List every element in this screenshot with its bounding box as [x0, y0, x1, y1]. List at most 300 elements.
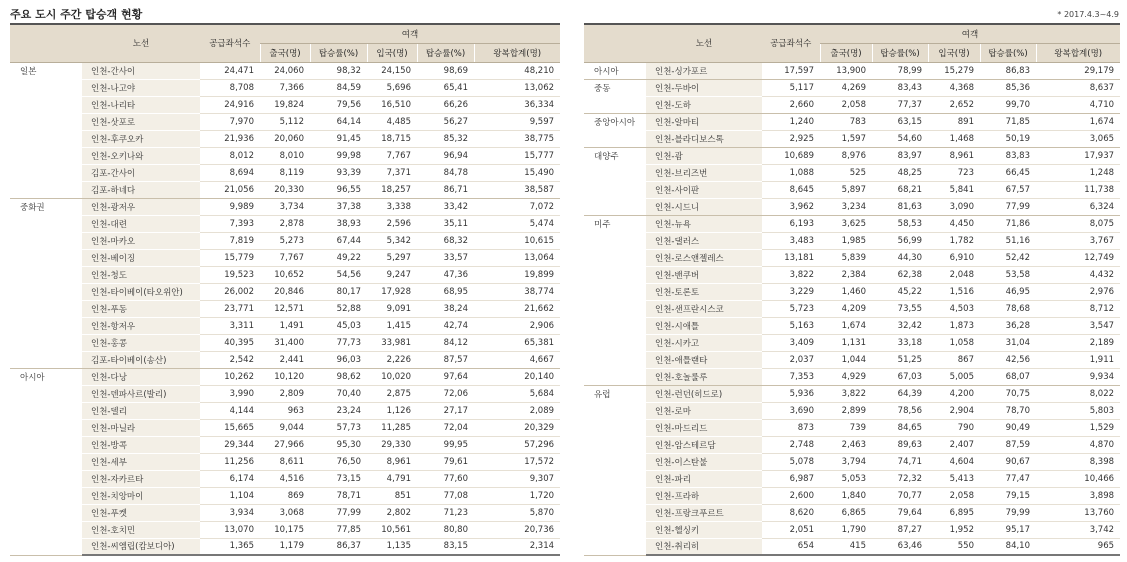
arrival-cell: 9,091: [367, 300, 417, 317]
round-trip-total-cell: 38,775: [474, 130, 560, 147]
round-trip-total-cell: 29,179: [1036, 62, 1120, 79]
route-cell: 인천-자카르타: [82, 470, 200, 487]
round-trip-total-cell: 20,140: [474, 368, 560, 385]
departure-rate-cell: 77,85: [310, 521, 367, 538]
arrival-rate-cell: 84,78: [417, 164, 474, 181]
round-trip-total-cell: 10,615: [474, 232, 560, 249]
round-trip-total-cell: 10,466: [1036, 470, 1120, 487]
seats-cell: 15,779: [200, 249, 260, 266]
arrival-cell: 8,961: [367, 453, 417, 470]
arrival-rate-cell: 87,59: [980, 436, 1036, 453]
table-row: [10, 317, 560, 334]
arrival-cell: 2,802: [367, 504, 417, 521]
round-trip-total-cell: 8,637: [1036, 79, 1120, 96]
table-row: [584, 436, 1120, 453]
route-cell: 인천-삿포로: [82, 113, 200, 130]
left-stats-table: [10, 23, 560, 556]
departure-rate-cell: 76,50: [310, 453, 367, 470]
seats-cell: 2,037: [762, 351, 820, 368]
round-trip-total-cell: 20,329: [474, 419, 560, 436]
route-cell: 인천-애틀랜타: [646, 351, 762, 368]
departure-cell: 2,441: [260, 351, 310, 368]
departure-rate-cell: 32,42: [872, 317, 928, 334]
seats-cell: 2,600: [762, 487, 820, 504]
table-row: [10, 538, 560, 555]
route-cell: 인천-대련: [82, 215, 200, 232]
arrival-rate-cell: 77,08: [417, 487, 474, 504]
departure-cell: 31,400: [260, 334, 310, 351]
region-header: [584, 24, 646, 62]
seats-cell: 6,987: [762, 470, 820, 487]
departure-rate-cell: 79,64: [872, 504, 928, 521]
table-row: [10, 79, 560, 96]
arrival-rate-cell: 46,95: [980, 283, 1036, 300]
arrival-cell: 10,561: [367, 521, 417, 538]
departure-cell: 1,044: [820, 351, 872, 368]
round-trip-total-cell: 13,064: [474, 249, 560, 266]
departure-cell: 783: [820, 113, 872, 130]
arrival-cell: 6,910: [928, 249, 980, 266]
arrival-rate-cell: 52,42: [980, 249, 1036, 266]
seats-cell: 3,409: [762, 334, 820, 351]
table-row: [10, 419, 560, 436]
seats-cell: 21,056: [200, 181, 260, 198]
table-row: [10, 504, 560, 521]
departure-rate-cell: 79,56: [310, 96, 367, 113]
arrival-cell: 11,285: [367, 419, 417, 436]
departure-cell: 1,985: [820, 232, 872, 249]
departure-rate-cell: 83,43: [872, 79, 928, 96]
table-row: [584, 215, 1120, 232]
table-row: [10, 232, 560, 249]
departure-cell: 6,865: [820, 504, 872, 521]
arrival-rate-cell: 79,99: [980, 504, 1036, 521]
route-header: 노선: [82, 24, 200, 62]
route-cell: 인천-후쿠오카: [82, 130, 200, 147]
seats-cell: 24,916: [200, 96, 260, 113]
seats-cell: 1,365: [200, 538, 260, 555]
departure-cell: 1,460: [820, 283, 872, 300]
table-row: [584, 147, 1120, 164]
departure-rate-cell: 96,55: [310, 181, 367, 198]
route-cell: 인천-광저우: [82, 198, 200, 215]
table-row: [584, 198, 1120, 215]
table-row: [10, 283, 560, 300]
arrival-cell: 24,150: [367, 62, 417, 79]
route-cell: 인천-토론토: [646, 283, 762, 300]
round-trip-total-cell: 1,911: [1036, 351, 1120, 368]
arrival-cell: 1,058: [928, 334, 980, 351]
round-trip-total-cell: 13,760: [1036, 504, 1120, 521]
table-row: [584, 368, 1120, 385]
departure-rate-cell: 77,73: [310, 334, 367, 351]
arrival-rate-cell: 87,57: [417, 351, 474, 368]
table-row: [10, 351, 560, 368]
arrival-cell: 4,503: [928, 300, 980, 317]
departure-cell: 5,839: [820, 249, 872, 266]
departure-cell: 20,330: [260, 181, 310, 198]
seats-cell: 7,393: [200, 215, 260, 232]
table-row: [584, 521, 1120, 538]
arrival-rate-cell: 65,41: [417, 79, 474, 96]
departure-rate-cell: 86,37: [310, 538, 367, 555]
seats-cell: 23,771: [200, 300, 260, 317]
departure-rate-cell: 45,22: [872, 283, 928, 300]
route-cell: 인천-밴쿠버: [646, 266, 762, 283]
seats-cell: 3,962: [762, 198, 820, 215]
table-row: [584, 113, 1120, 130]
route-cell: 인천-헬싱키: [646, 521, 762, 538]
round-trip-total-cell: 9,307: [474, 470, 560, 487]
arrival-rate-cell: 47,36: [417, 266, 474, 283]
round-trip-total-cell: 1,529: [1036, 419, 1120, 436]
table-row: [584, 232, 1120, 249]
departure-cell: 12,571: [260, 300, 310, 317]
seats-cell: 13,181: [762, 249, 820, 266]
route-cell: 인천-세부: [82, 453, 200, 470]
round-trip-total-cell: 1,674: [1036, 113, 1120, 130]
arrival-rate-cell: 97,64: [417, 368, 474, 385]
departure-cell: 10,175: [260, 521, 310, 538]
route-cell: 인천-시애틀: [646, 317, 762, 334]
seats-cell: 3,229: [762, 283, 820, 300]
departure-rate-cell: 96,03: [310, 351, 367, 368]
round-trip-total-cell: 12,749: [1036, 249, 1120, 266]
route-cell: 인천-방콕: [82, 436, 200, 453]
departure-rate-cell: 52,88: [310, 300, 367, 317]
arrival-rate-cell: 70,75: [980, 385, 1036, 402]
departure-cell: 20,846: [260, 283, 310, 300]
arrival-cell: 3,090: [928, 198, 980, 215]
table-row: [10, 453, 560, 470]
page-title: 주요 도시 주간 탑승객 현황: [10, 8, 143, 21]
round-trip-total-cell: 4,870: [1036, 436, 1120, 453]
table-row: [584, 96, 1120, 113]
route-cell: 인천-두바이: [646, 79, 762, 96]
table-row: [10, 470, 560, 487]
seats-header: 공급좌석수: [200, 24, 260, 62]
table-row: [10, 62, 560, 79]
table-row: [584, 181, 1120, 198]
seats-cell: 3,483: [762, 232, 820, 249]
route-cell: 인천-도하: [646, 96, 762, 113]
seats-cell: 8,645: [762, 181, 820, 198]
departure-rate-cell: 83,97: [872, 147, 928, 164]
round-trip-total-cell: 17,937: [1036, 147, 1120, 164]
departure-cell: 24,060: [260, 62, 310, 79]
seats-cell: 5,723: [762, 300, 820, 317]
arrival-cell: 2,904: [928, 402, 980, 419]
arrival-header: 입국(명): [367, 43, 417, 62]
arrival-cell: 4,368: [928, 79, 980, 96]
arrival-rate-cell: 68,32: [417, 232, 474, 249]
departure-cell: 20,060: [260, 130, 310, 147]
arrival-cell: 10,020: [367, 368, 417, 385]
table-row: [10, 300, 560, 317]
seats-cell: 26,002: [200, 283, 260, 300]
table-row: [10, 198, 560, 215]
arrival-header: 입국(명): [928, 43, 980, 62]
departure-header: 출국(명): [260, 43, 310, 62]
seats-cell: 2,051: [762, 521, 820, 538]
departure-rate-cell: 56,99: [872, 232, 928, 249]
round-trip-total-cell: 65,381: [474, 334, 560, 351]
seats-cell: 13,070: [200, 521, 260, 538]
seats-cell: 6,174: [200, 470, 260, 487]
region-cell: 일본: [10, 62, 82, 198]
arrival-cell: 7,767: [367, 147, 417, 164]
departure-rate-cell: 74,71: [872, 453, 928, 470]
seats-cell: 9,989: [200, 198, 260, 215]
seats-cell: 5,936: [762, 385, 820, 402]
seats-cell: 10,689: [762, 147, 820, 164]
table-row: [10, 249, 560, 266]
departure-rate-cell: 99,98: [310, 147, 367, 164]
departure-cell: 2,878: [260, 215, 310, 232]
departure-cell: 525: [820, 164, 872, 181]
departure-rate-cell: 78,99: [872, 62, 928, 79]
round-trip-total-cell: 2,976: [1036, 283, 1120, 300]
arrival-cell: 2,058: [928, 487, 980, 504]
departure-cell: 1,840: [820, 487, 872, 504]
arrival-rate-cell: 77,60: [417, 470, 474, 487]
route-cell: 인천-마드리드: [646, 419, 762, 436]
route-cell: 인천-마닐라: [82, 419, 200, 436]
arrival-cell: 4,791: [367, 470, 417, 487]
arrival-cell: 1,135: [367, 538, 417, 555]
arrival-rate-cell: 71,23: [417, 504, 474, 521]
arrival-cell: 29,330: [367, 436, 417, 453]
arrival-rate-cell: 42,56: [980, 351, 1036, 368]
route-cell: 인천-샌프란시스코: [646, 300, 762, 317]
passengers-header: 여객: [260, 24, 560, 43]
departure-cell: 4,209: [820, 300, 872, 317]
table-row: [10, 521, 560, 538]
arrival-cell: 5,696: [367, 79, 417, 96]
round-trip-total-cell: 2,089: [474, 402, 560, 419]
route-cell: 인천-로마: [646, 402, 762, 419]
seats-cell: 7,819: [200, 232, 260, 249]
seats-cell: 654: [762, 538, 820, 555]
seats-cell: 3,311: [200, 317, 260, 334]
seats-cell: 21,936: [200, 130, 260, 147]
round-trip-total-cell: 7,072: [474, 198, 560, 215]
departure-rate-cell: 81,63: [872, 198, 928, 215]
arrival-rate-cell: 83,15: [417, 538, 474, 555]
departure-cell: 27,966: [260, 436, 310, 453]
seats-cell: 11,256: [200, 453, 260, 470]
round-trip-total-cell: 4,710: [1036, 96, 1120, 113]
table-row: [584, 79, 1120, 96]
departure-rate-cell: 91,45: [310, 130, 367, 147]
departure-cell: 3,794: [820, 453, 872, 470]
seats-cell: 10,262: [200, 368, 260, 385]
seats-cell: 1,104: [200, 487, 260, 504]
arrival-cell: 2,875: [367, 385, 417, 402]
seats-cell: 7,970: [200, 113, 260, 130]
round-trip-total-cell: 9,597: [474, 113, 560, 130]
route-cell: 인천-나리타: [82, 96, 200, 113]
arrival-cell: 1,782: [928, 232, 980, 249]
arrival-rate-cell: 77,99: [980, 198, 1036, 215]
arrival-rate-cell: 38,24: [417, 300, 474, 317]
departure-rate-cell: 70,77: [872, 487, 928, 504]
departure-rate-cell: 48,25: [872, 164, 928, 181]
seats-cell: 19,523: [200, 266, 260, 283]
seats-cell: 3,990: [200, 385, 260, 402]
seats-header: 공급좌석수: [762, 24, 820, 62]
departure-rate-header: 탑승률(%): [872, 43, 928, 62]
round-trip-total-header: 왕복합계(명): [1036, 43, 1120, 62]
table-row: [10, 266, 560, 283]
round-trip-total-cell: 21,662: [474, 300, 560, 317]
round-trip-total-cell: 15,777: [474, 147, 560, 164]
seats-cell: 1,240: [762, 113, 820, 130]
departure-rate-cell: 98,32: [310, 62, 367, 79]
departure-cell: 1,179: [260, 538, 310, 555]
arrival-cell: 790: [928, 419, 980, 436]
departure-cell: 415: [820, 538, 872, 555]
route-cell: 인천-블라디보스톡: [646, 130, 762, 147]
arrival-rate-cell: 99,70: [980, 96, 1036, 113]
arrival-rate-cell: 67,57: [980, 181, 1036, 198]
round-trip-total-cell: 20,736: [474, 521, 560, 538]
route-cell: 인천-타이베이(타오위안): [82, 283, 200, 300]
seats-cell: 4,144: [200, 402, 260, 419]
round-trip-total-cell: 4,432: [1036, 266, 1120, 283]
arrival-rate-cell: 68,07: [980, 368, 1036, 385]
departure-cell: 8,119: [260, 164, 310, 181]
arrival-cell: 9,247: [367, 266, 417, 283]
route-cell: 인천-호치민: [82, 521, 200, 538]
arrival-rate-cell: 84,12: [417, 334, 474, 351]
departure-cell: 1,491: [260, 317, 310, 334]
arrival-cell: 2,407: [928, 436, 980, 453]
departure-rate-cell: 54,60: [872, 130, 928, 147]
round-trip-total-cell: 36,334: [474, 96, 560, 113]
table-row: [584, 351, 1120, 368]
route-cell: 인천-다낭: [82, 368, 200, 385]
arrival-cell: 4,450: [928, 215, 980, 232]
route-cell: 인천-마카오: [82, 232, 200, 249]
route-cell: 인천-브리즈번: [646, 164, 762, 181]
round-trip-total-cell: 15,490: [474, 164, 560, 181]
table-row: [584, 419, 1120, 436]
table-row: [584, 538, 1120, 555]
route-cell: 김포-간사이: [82, 164, 200, 181]
arrival-rate-cell: 53,58: [980, 266, 1036, 283]
departure-rate-cell: 93,39: [310, 164, 367, 181]
departure-cell: 9,044: [260, 419, 310, 436]
arrival-rate-cell: 72,04: [417, 419, 474, 436]
departure-rate-cell: 70,40: [310, 385, 367, 402]
route-cell: 인천-로스앤젤레스: [646, 249, 762, 266]
arrival-rate-cell: 78,68: [980, 300, 1036, 317]
departure-cell: 4,929: [820, 368, 872, 385]
round-trip-total-cell: 8,022: [1036, 385, 1120, 402]
arrival-cell: 4,604: [928, 453, 980, 470]
arrival-rate-cell: 98,69: [417, 62, 474, 79]
arrival-rate-cell: 31,04: [980, 334, 1036, 351]
departure-rate-cell: 84,59: [310, 79, 367, 96]
arrival-cell: 1,873: [928, 317, 980, 334]
arrival-cell: 7,371: [367, 164, 417, 181]
arrival-cell: 8,961: [928, 147, 980, 164]
round-trip-total-cell: 19,899: [474, 266, 560, 283]
departure-cell: 3,734: [260, 198, 310, 215]
table-row: [10, 215, 560, 232]
departure-cell: 8,976: [820, 147, 872, 164]
seats-cell: 40,395: [200, 334, 260, 351]
departure-cell: 1,131: [820, 334, 872, 351]
arrival-cell: 2,596: [367, 215, 417, 232]
arrival-cell: 4,200: [928, 385, 980, 402]
round-trip-total-cell: 13,062: [474, 79, 560, 96]
departure-rate-cell: 64,39: [872, 385, 928, 402]
table-row: [10, 436, 560, 453]
departure-rate-cell: 89,63: [872, 436, 928, 453]
arrival-rate-cell: 51,16: [980, 232, 1036, 249]
route-cell: 인천-치앙마이: [82, 487, 200, 504]
departure-rate-cell: 78,56: [872, 402, 928, 419]
departure-cell: 3,234: [820, 198, 872, 215]
arrival-cell: 5,342: [367, 232, 417, 249]
seats-cell: 3,934: [200, 504, 260, 521]
region-cell: 미주: [584, 215, 646, 385]
arrival-rate-cell: 96,94: [417, 147, 474, 164]
table-row: [584, 504, 1120, 521]
round-trip-total-cell: 3,898: [1036, 487, 1120, 504]
departure-rate-cell: 57,73: [310, 419, 367, 436]
departure-cell: 3,822: [820, 385, 872, 402]
arrival-rate-cell: 66,45: [980, 164, 1036, 181]
departure-cell: 4,269: [820, 79, 872, 96]
table-row: [10, 130, 560, 147]
arrival-cell: 5,841: [928, 181, 980, 198]
departure-rate-cell: 58,53: [872, 215, 928, 232]
arrival-rate-cell: 80,80: [417, 521, 474, 538]
arrival-rate-cell: 66,26: [417, 96, 474, 113]
arrival-rate-cell: 77,47: [980, 470, 1036, 487]
departure-rate-cell: 62,38: [872, 266, 928, 283]
arrival-cell: 1,415: [367, 317, 417, 334]
arrival-rate-cell: 33,57: [417, 249, 474, 266]
table-row: [584, 402, 1120, 419]
departure-cell: 5,112: [260, 113, 310, 130]
table-row: [584, 334, 1120, 351]
departure-header: 출국(명): [820, 43, 872, 62]
round-trip-total-cell: 3,742: [1036, 521, 1120, 538]
table-row: [10, 402, 560, 419]
round-trip-total-cell: 8,075: [1036, 215, 1120, 232]
arrival-cell: 2,048: [928, 266, 980, 283]
seats-cell: 24,471: [200, 62, 260, 79]
arrival-rate-cell: 90,67: [980, 453, 1036, 470]
departure-rate-cell: 67,44: [310, 232, 367, 249]
departure-rate-cell: 49,22: [310, 249, 367, 266]
round-trip-total-cell: 965: [1036, 538, 1120, 555]
arrival-cell: 6,895: [928, 504, 980, 521]
region-cell: 대양주: [584, 147, 646, 215]
region-cell: 중화권: [10, 198, 82, 368]
route-cell: 인천-파리: [646, 470, 762, 487]
departure-rate-cell: 54,56: [310, 266, 367, 283]
round-trip-total-cell: 5,684: [474, 385, 560, 402]
table-row: [10, 487, 560, 504]
departure-rate-cell: 63,46: [872, 538, 928, 555]
route-cell: 인천-취리히: [646, 538, 762, 555]
arrival-cell: 5,005: [928, 368, 980, 385]
